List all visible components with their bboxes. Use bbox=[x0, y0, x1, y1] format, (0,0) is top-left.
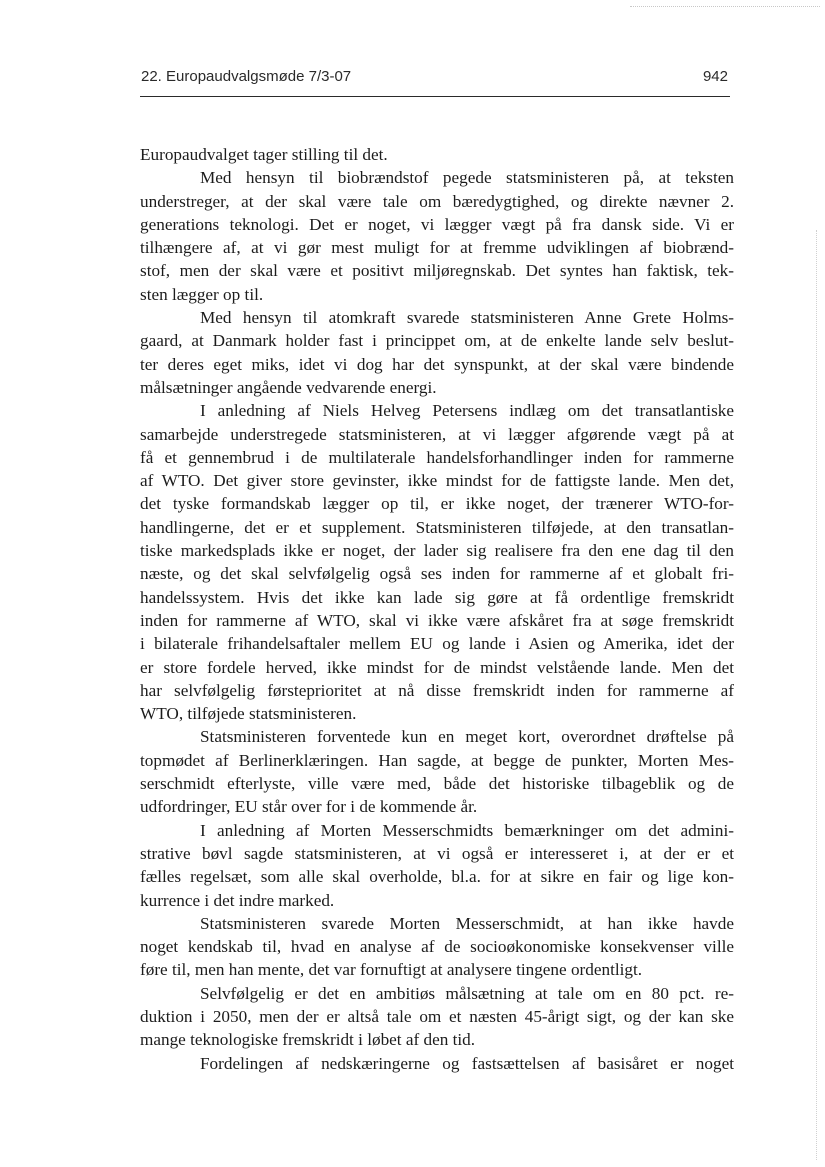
scan-edge-right bbox=[816, 230, 817, 1160]
text-line: føre til, men han mente, det var fornuftigt at analysere tingene ordentligt. bbox=[140, 960, 643, 980]
text-line: generations teknologi. Det er noget, vi lægger vægt på fra dansk side. Vi er bbox=[140, 214, 734, 234]
text-line: noget kendskab til, hvad en analyse af de socioøkonomiske konsekvenser ville bbox=[140, 937, 734, 957]
paragraph-first-line: Med hensyn til atomkraft svarede statsministeren Anne Grete Holms- bbox=[200, 308, 734, 328]
text-line: duktion i 2050, men der er altså tale om et næsten 45-årigt sigt, og der kan ske bbox=[140, 1006, 734, 1026]
text-line: sten lægger op til. bbox=[140, 284, 264, 304]
text-line: handlingerne, det er et supplement. Statsministeren tilføjede, at den transatlan- bbox=[140, 517, 734, 537]
text-line: mange teknologiske fremskridt i løbet af den tid. bbox=[140, 1030, 476, 1050]
text-line: stof, men der skal være et positivt miljøregnskab. Det syntes han faktisk, tek- bbox=[140, 261, 734, 281]
text-line: Europaudvalget tager stilling til det. bbox=[140, 145, 388, 164]
text-line: har selvfølgelig førsteprioritet at nå disse fremskridt inden for rammerne af bbox=[140, 680, 734, 700]
text-line: få et gennembrud i de multilaterale handelsforhandlinger inden for rammerne bbox=[140, 447, 734, 467]
header-title: 22. Europaudvalgsmøde 7/3-07 bbox=[141, 68, 352, 85]
text-line: udfordringer, EU står over for i de kommende år. bbox=[140, 797, 478, 817]
text-line: tilhængere af, at vi gør mest muligt for at fremme udviklingen af biobrænd- bbox=[140, 238, 734, 258]
text-line: fælles regelsæt, som alle skal overholde, bl.a. for at sikre en fair og lige kon- bbox=[140, 867, 734, 887]
paragraph-first-line: I anledning af Morten Messerschmidts bemærkninger om det admini- bbox=[200, 820, 734, 840]
text-line: strative bøvl sagde statsministeren, at vi også er interesseret i, at der er et bbox=[140, 843, 734, 863]
text-line: kurrence i det indre marked. bbox=[140, 890, 335, 910]
text-line: tiske markedsplads ikke er noget, der lader sig realisere fra den ene dag til den bbox=[140, 541, 734, 561]
scan-edge-top bbox=[630, 6, 820, 7]
paragraph-first-line: Statsministeren forventede kun en meget kort, overordnet drøftelse på bbox=[200, 727, 734, 747]
page-number: 942 bbox=[702, 68, 728, 85]
text-line: understreger, at der skal være tale om bæredygtighed, og direkte nævner 2. bbox=[140, 191, 734, 211]
body-text bbox=[140, 143, 734, 1075]
text-line: gaard, at Danmark holder fast i princippet om, at de enkelte lande selv beslut- bbox=[140, 331, 734, 351]
text-line: er store fordele herved, ikke mindst for de mindst velstående lande. Men det bbox=[140, 657, 734, 677]
text-line: ter deres eget miks, idet vi dog har det synspunkt, at der skal være bindende bbox=[140, 354, 734, 374]
text-line: topmødet af Berlinerklæringen. Han sagde, at begge de punkter, Morten Mes- bbox=[140, 750, 734, 770]
text-line: det tyske formandskab lægger op til, er ikke noget, der trænerer WTO-for- bbox=[140, 494, 734, 514]
text-line: WTO, tilføjede statsministeren. bbox=[140, 704, 357, 724]
text-line: serschmidt efterlyste, ville være med, både det historiske tilbageblik og de bbox=[140, 774, 734, 794]
running-header bbox=[140, 66, 730, 97]
paragraph-first-line: Selvfølgelig er det en ambitiøs målsætning at tale om en 80 pct. re- bbox=[200, 983, 734, 1003]
text-line: målsætninger angående vedvarende energi. bbox=[140, 377, 437, 397]
text-line: af WTO. Det giver store gevinster, ikke mindst for de fattigste lande. Men det, bbox=[140, 471, 734, 491]
text-line: inden for rammerne af WTO, skal vi ikke være afskåret fra at søge fremskridt bbox=[140, 610, 734, 630]
paragraph-first-line: Fordelingen af nedskæringerne og fastsættelsen af basisåret er noget bbox=[200, 1053, 734, 1073]
text-line: næste, og det skal selvfølgelig også ses inden for rammerne af et globalt fri- bbox=[140, 564, 734, 584]
paragraph-first-line: Statsministeren svarede Morten Messerschmidt, at han ikke havde bbox=[200, 913, 734, 933]
text-line: i bilaterale frihandelsaftaler mellem EU og lande i Asien og Amerika, idet der bbox=[140, 634, 734, 654]
text-line: handelssystem. Hvis det ikke kan lade sig gøre at få ordentlige fremskridt bbox=[140, 587, 734, 607]
paragraph-first-line: I anledning af Niels Helveg Petersens indlæg om det transatlantiske bbox=[200, 401, 734, 421]
text-line: samarbejde understregede statsministeren, at vi lægger afgørende vægt på at bbox=[140, 424, 734, 444]
paragraph-first-line: Med hensyn til biobrændstof pegede statsministeren på, at teksten bbox=[200, 168, 734, 188]
